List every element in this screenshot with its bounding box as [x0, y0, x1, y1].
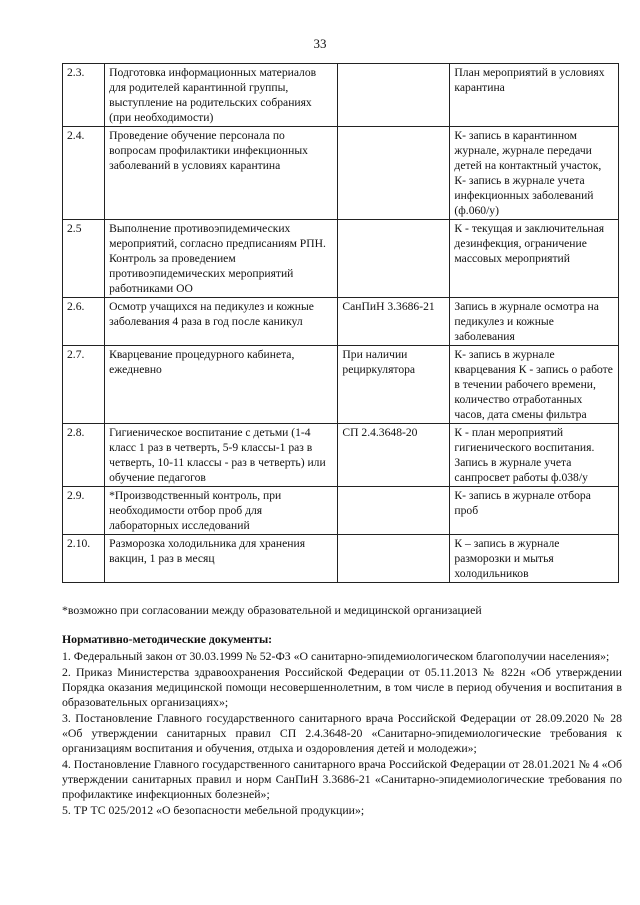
row-documentation: К - план мероприятий гигиенического воспитания. Запись в журнале учета санпросвет работы ф.038/у	[450, 424, 619, 487]
table-row	[63, 127, 619, 220]
row-number: 2.9.	[63, 487, 105, 535]
row-task: Разморозка холодильника для хранения вакцин, 1 раз в месяц	[105, 535, 338, 583]
row-documentation: Запись в журнале осмотра на педикулез и кожные заболевания	[450, 298, 619, 346]
row-number: 2.7.	[63, 346, 105, 424]
normative-documents-section	[62, 632, 622, 819]
footnote: *возможно при согласовании между образовательной и медицинской организацией	[62, 603, 482, 617]
row-task: Выполнение противоэпидемических мероприятий, согласно предписаниям РПН. Контроль за проведением противоэпидемических мероприятий работниками ОО	[105, 220, 338, 298]
row-number: 2.6.	[63, 298, 105, 346]
row-documentation: К- запись в журнале отбора проб	[450, 487, 619, 535]
row-task: Проведение обучение персонала по вопросам профилактики инфекционных заболеваний в условиях карантина	[105, 127, 338, 220]
page-number: 33	[313, 36, 327, 51]
section-title: Нормативно-методические документы:	[62, 632, 273, 646]
table-row	[63, 535, 619, 583]
normative-item: 5. ТР ТС 025/2012 «О безопасности мебельной продукции»;	[62, 803, 365, 817]
table-row	[63, 424, 619, 487]
row-documentation: План мероприятий в условиях карантина	[450, 64, 619, 127]
normative-item: 1. Федеральный закон от 30.03.1999 № 52-ФЗ «О санитарно-эпидемиологическом благополучии населения»;	[62, 649, 610, 663]
row-basis	[338, 64, 450, 127]
row-basis	[338, 535, 450, 583]
row-number: 2.8.	[63, 424, 105, 487]
row-number: 2.4.	[63, 127, 105, 220]
measures-table	[62, 63, 619, 583]
row-basis	[338, 220, 450, 298]
row-task: Кварцевание процедурного кабинета, ежедневно	[105, 346, 338, 424]
table-row	[63, 64, 619, 127]
table-row	[63, 220, 619, 298]
row-basis	[338, 127, 450, 220]
row-number: 2.5	[63, 220, 105, 298]
normative-item: 2. Приказ Министерства здравоохранения Российской Федерации от 05.11.2013 № 822н «Об утверждении Порядка оказания медицинской помощи несовершеннолетним, в том числе в период обучения и воспитания в образовательных организациях»;	[62, 665, 622, 709]
row-task: *Производственный контроль, при необходимости отбор проб для лабораторных исследований	[105, 487, 338, 535]
row-basis: СанПиН 3.3686-21	[338, 298, 450, 346]
table-row	[63, 346, 619, 424]
row-basis: СП 2.4.3648-20	[338, 424, 450, 487]
normative-item: 4. Постановление Главного государственного санитарного врача Российской Федерации от 28.01.2021 № 4 «Об утверждении санитарных правил и норм СанПиН 3.3686-21 «Санитарно-эпидемиологические требования по профилактике инфекционных болезней»;	[62, 757, 622, 801]
row-basis	[338, 487, 450, 535]
row-number: 2.10.	[63, 535, 105, 583]
row-task: Осмотр учащихся на педикулез и кожные заболевания 4 раза в год после каникул	[105, 298, 338, 346]
normative-item: 3. Постановление Главного государственного санитарного врача Российской Федерации от 28.09.2020 № 28 «Об утверждении санитарных правил СП 2.4.3648-20 «Санитарно-эпидемиологические требования к организациям воспитания и обучения, отдыха и оздоровления детей и молодежи»;	[62, 711, 622, 755]
row-documentation: К - текущая и заключительная дезинфекция, ограничение массовых мероприятий	[450, 220, 619, 298]
row-basis: При наличии рециркулятора	[338, 346, 450, 424]
row-documentation: К- запись в карантинном журнале, журнале передачи детей на контактный участок, К- запись в журнале учета инфекционных заболеваний (ф.060/у)	[450, 127, 619, 220]
row-task: Подготовка информационных материалов для родителей карантинной группы, выступление на родительских собраниях (при необходимости)	[105, 64, 338, 127]
row-documentation: К – запись в журнале разморозки и мытья холодильников	[450, 535, 619, 583]
row-task: Гигиеническое воспитание с детьми (1-4 класс 1 раз в четверть, 5-9 классы-1 раз в четверть, 10-11 классы - раз в четверть) или обучение педагогов	[105, 424, 338, 487]
table-row	[63, 298, 619, 346]
row-number: 2.3.	[63, 64, 105, 127]
table-row	[63, 487, 619, 535]
row-documentation: К- запись в журнале кварцевания К - запись о работе в течении рабочего времени, количество отработанных часов, дата смены фильтра	[450, 346, 619, 424]
